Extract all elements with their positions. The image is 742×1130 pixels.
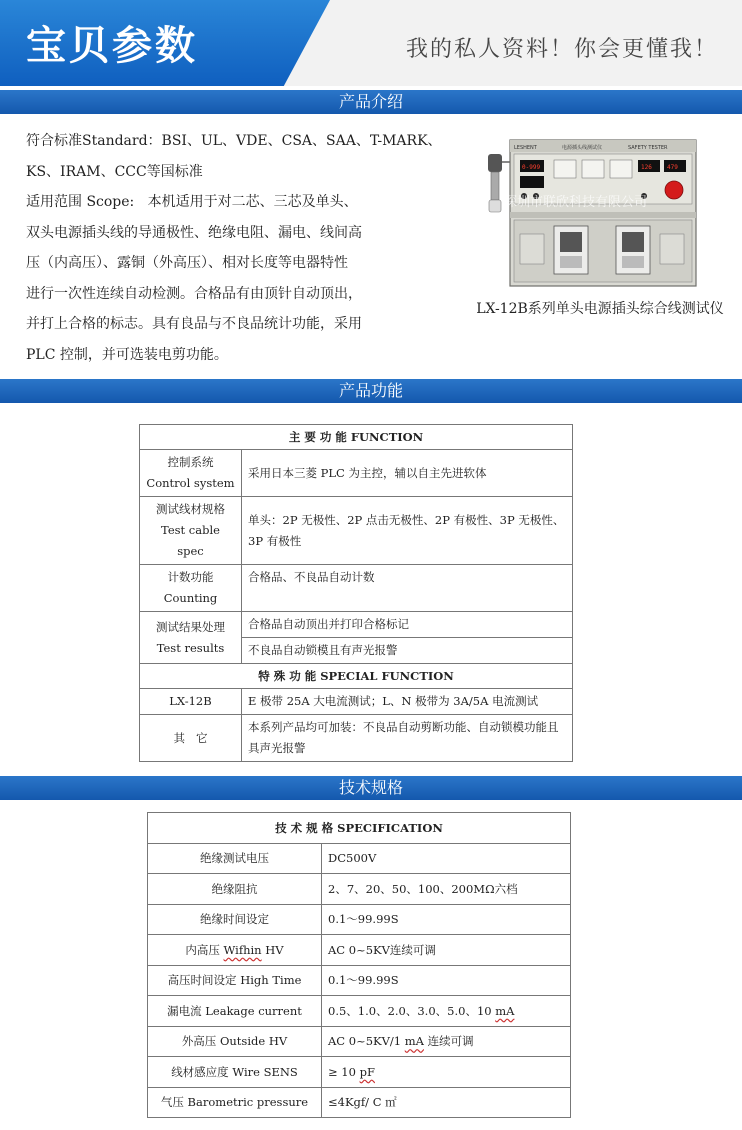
spec-value: AC 0~5KV连续可调 <box>322 935 571 966</box>
spec-value: DC500V <box>322 843 571 874</box>
emergency-stop-icon <box>665 181 683 199</box>
special-label: LX-12B <box>140 689 242 715</box>
section-bar-function: 产品功能 <box>0 379 742 403</box>
table-row <box>140 450 573 497</box>
photo-readout: 0-999 <box>522 164 541 171</box>
spec-table <box>147 812 571 1118</box>
intro-line: 符合标准Standard：BSI、UL、VDE、CSA、SAA、T-MARK、 <box>26 133 442 149</box>
special-value: 本系列产品均可加装：不良品自动剪断功能、自动锁模功能且具声光报警 <box>242 715 573 762</box>
table-row <box>148 1087 571 1118</box>
spec-label-cn: 漏电流 <box>167 1003 202 1018</box>
spec-table-header: 技 术 规 格 SPECIFICATION <box>148 813 571 844</box>
spec-value: 2、7、20、50、100、200MΩ六档 <box>322 874 571 905</box>
intro-line: 并打上合格的标志。具有良品与不良品统计功能，采用 <box>26 316 362 332</box>
intro-text <box>26 126 446 370</box>
function-label-en: Test cable spec <box>161 523 220 558</box>
spec-label-en: HV <box>265 942 284 957</box>
product-caption: LX-12B系列单头电源插头综合线测试仪 <box>476 301 724 317</box>
spec-label: 气压 Barometric pressure <box>148 1087 322 1118</box>
spec-value-unit: pF <box>359 1064 375 1079</box>
spec-value-text: AC 0~5KV/1 <box>328 1034 405 1049</box>
table-row <box>140 425 573 450</box>
function-label-cn: 测试结果处理 <box>156 619 225 634</box>
function-value: 不良品自动锁模且有声光报警 <box>242 638 573 664</box>
special-value: E 极带 25A 大电流测试；L、N 极带为 3A/5A 电流测试 <box>242 689 573 715</box>
table-row <box>140 497 573 565</box>
spec-value: ≤4Kgf/ C ㎡ <box>322 1087 571 1118</box>
function-label <box>140 612 242 664</box>
table-row <box>148 874 571 905</box>
spec-label <box>148 996 322 1027</box>
function-value: 合格品自动顶出并打印合格标记 <box>242 612 573 638</box>
function-label <box>140 565 242 612</box>
photo-readout: 126 <box>641 164 652 171</box>
function-value: 合格品、不良品自动计数 <box>242 565 573 612</box>
function-table <box>139 424 573 762</box>
table-row <box>148 904 571 935</box>
spec-label: 线材感应度 Wire SENS <box>148 1057 322 1088</box>
function-label-cn: 测试线材规格 <box>156 502 225 516</box>
section-bar-spec: 技术规格 <box>0 776 742 800</box>
spec-value <box>322 1057 571 1088</box>
spec-label: 绝缘时间设定 <box>148 904 322 935</box>
special-function-header: 特 殊 功 能 SPECIAL FUNCTION <box>140 664 573 689</box>
table-row <box>148 1057 571 1088</box>
table-row <box>140 612 573 638</box>
table-row <box>140 689 573 715</box>
spec-label: 绝缘测试电压 <box>148 843 322 874</box>
function-table-header: 主 要 功 能 FUNCTION <box>140 425 573 450</box>
product-photo <box>484 134 700 294</box>
spec-label: 外高压 Outside HV <box>148 1026 322 1057</box>
spec-label <box>148 935 322 966</box>
spec-value-text: 连续可调 <box>424 1034 474 1049</box>
photo-brand: LESHENT <box>514 145 537 151</box>
section-bar-intro: 产品介绍 <box>0 90 742 114</box>
spec-value-text: ≥ 10 <box>328 1064 360 1079</box>
function-label-en: Counting <box>163 591 218 605</box>
spec-value-unit: mA <box>495 1003 515 1018</box>
table-row <box>148 813 571 844</box>
function-label <box>140 497 242 565</box>
spec-value-text: 0.5、1.0、2.0、3.0、5.0、10 <box>328 1003 496 1018</box>
spec-label-en: Wifhin <box>223 942 262 957</box>
intro-line: 进行一次性连续自动检测。合格品有由顶针自动顶出， <box>26 285 362 302</box>
spec-value-unit: mA <box>404 1034 424 1049</box>
photo-readout: 479 <box>667 164 678 171</box>
spec-value: 0.1～99.99S <box>322 965 571 996</box>
table-row <box>148 996 571 1027</box>
table-row <box>148 965 571 996</box>
table-row <box>148 1026 571 1057</box>
function-value: 采用日本三菱 PLC 为主控，辅以自主先进软体 <box>242 450 573 497</box>
banner-slogan: 我的私人资料！你会更懂我！ <box>405 37 718 62</box>
function-label-cn: 控制系统 <box>167 455 214 469</box>
table-row <box>140 715 573 762</box>
function-label <box>140 450 242 497</box>
photo-panel-title: 电源插头线测试仪 <box>562 145 603 151</box>
intro-line: 压（内高压）、露铜（外高压）、相对长度等电器特性 <box>26 255 348 271</box>
intro-line: 双头电源插头线的导通极性、绝缘电阻、漏电、线间高 <box>26 224 362 241</box>
spec-label-cn: 内高压 <box>185 942 220 957</box>
intro-line: 适用范围 Scope: 本机适用于对二芯、三芯及单头、 <box>26 194 358 210</box>
table-row <box>140 664 573 689</box>
intro-line: KS、IRAM、CCC等国标准 <box>26 163 203 180</box>
function-label-en: Control system <box>146 476 235 490</box>
table-row <box>140 565 573 612</box>
spec-label: 高压时间设定 High Time <box>148 965 322 996</box>
table-row <box>148 843 571 874</box>
banner-title: 宝贝参数 <box>26 23 198 69</box>
table-row <box>148 935 571 966</box>
spec-label: 绝缘阻抗 <box>148 874 322 905</box>
photo-watermark: 深圳市联欣科技有限公司 <box>504 195 648 210</box>
spec-value <box>322 1026 571 1057</box>
function-label-en: Test results <box>156 640 225 655</box>
spec-value <box>322 996 571 1027</box>
header-banner <box>0 0 742 86</box>
photo-panel-label: SAFETY TESTER <box>628 145 668 151</box>
spec-label-en: Leakage current <box>205 1003 302 1018</box>
spec-value: 0.1～99.99S <box>322 904 571 935</box>
special-label: 其 它 <box>140 715 242 762</box>
function-label-cn: 计数功能 <box>167 570 214 584</box>
intro-line: PLC 控制，并可选装电剪功能。 <box>26 346 228 363</box>
function-value: 单头：2P 无极性、2P 点击无极性、2P 有极性、3P 无极性、3P 有极性 <box>242 497 573 565</box>
